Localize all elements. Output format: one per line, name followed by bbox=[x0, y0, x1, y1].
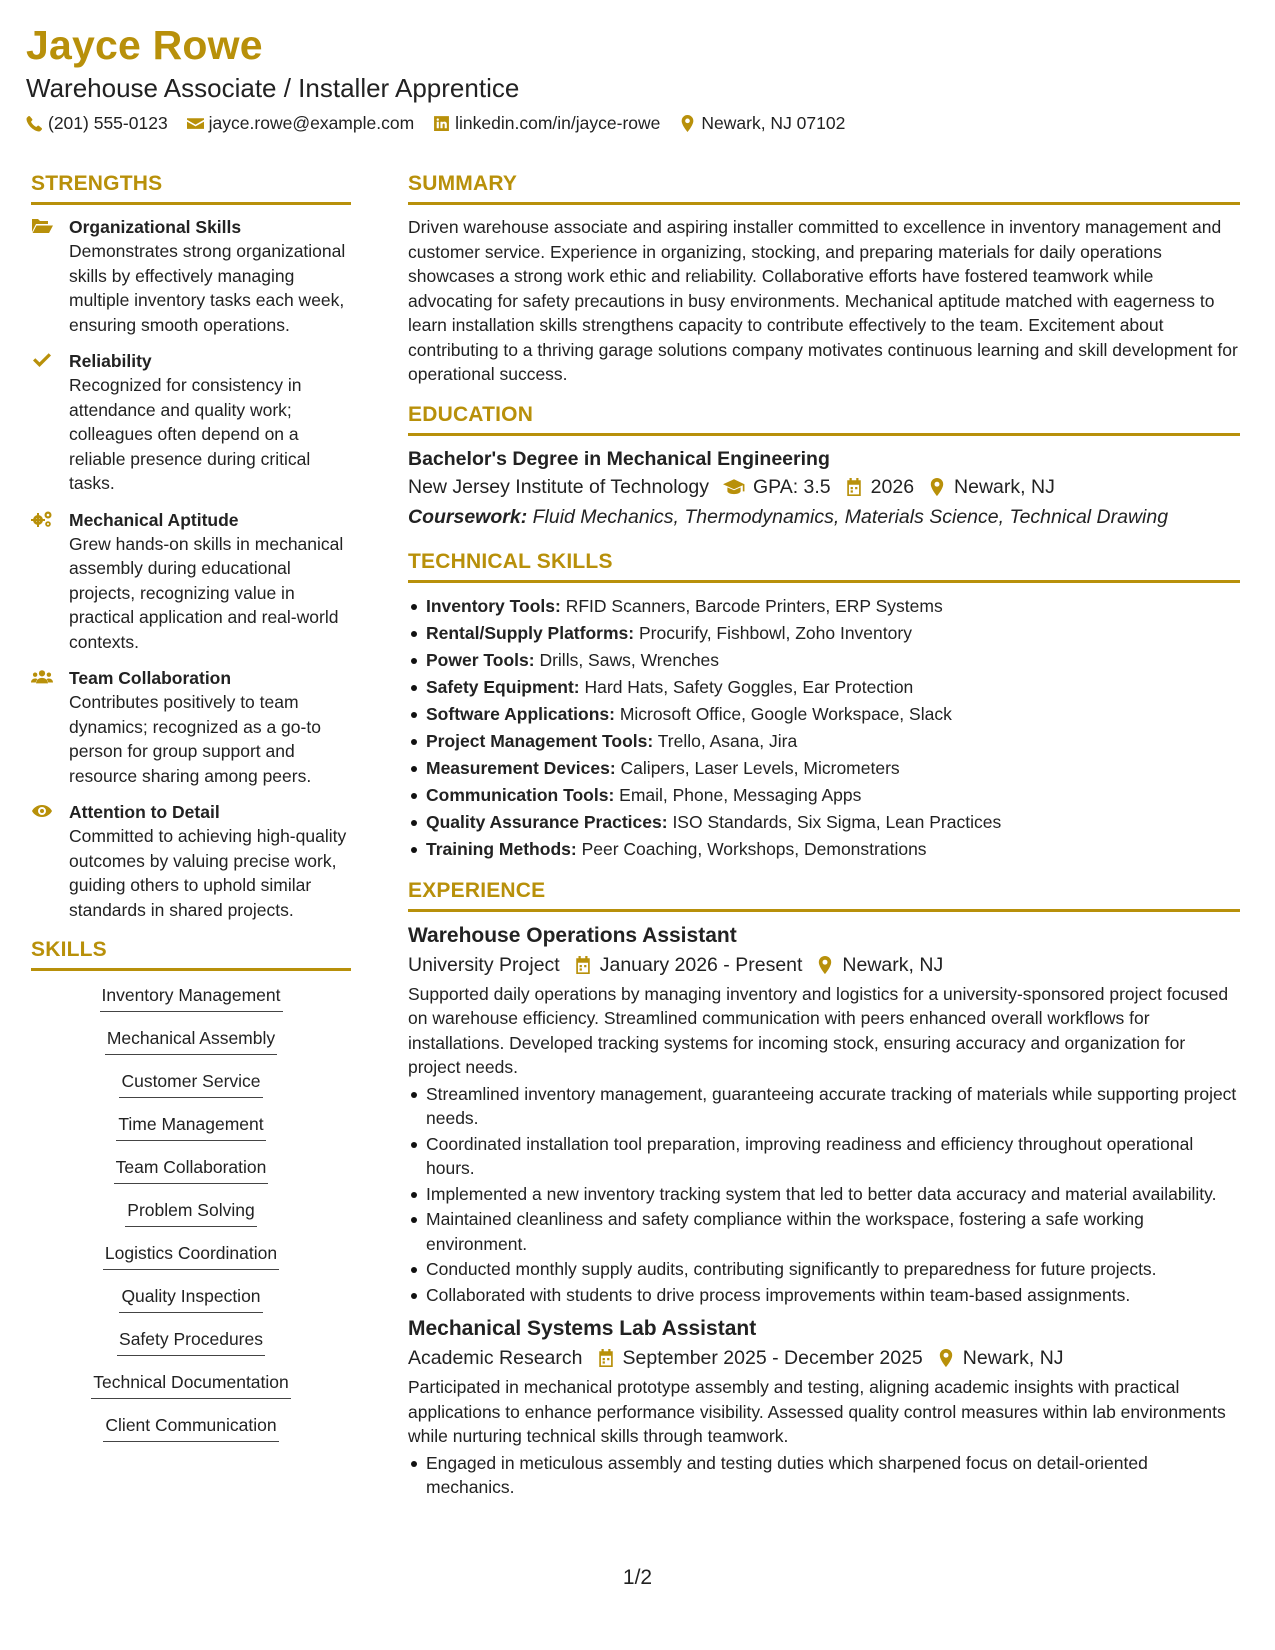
contact-bar bbox=[26, 113, 864, 134]
strength-item bbox=[31, 800, 351, 922]
gpa-item bbox=[723, 472, 831, 502]
map-pin-icon bbox=[928, 478, 946, 496]
tech-skill-label: Project Management Tools: bbox=[426, 730, 654, 751]
job-org: University Project bbox=[408, 953, 560, 976]
location-text: Newark, NJ 07102 bbox=[701, 113, 846, 133]
school-name: New Jersey Institute of Technology bbox=[408, 475, 709, 498]
contact-phone bbox=[26, 113, 168, 134]
strength-title: Reliability bbox=[69, 351, 152, 371]
job-bullets bbox=[408, 1451, 1240, 1500]
candidate-name: Jayce Rowe bbox=[26, 22, 263, 68]
gears-icon bbox=[31, 510, 53, 528]
tech-skill-label: Quality Assurance Practices: bbox=[426, 811, 668, 832]
education-meta bbox=[408, 472, 1240, 502]
graduation-cap-icon bbox=[723, 478, 745, 496]
skill-item: Time Management bbox=[116, 1110, 265, 1141]
strength-desc: Grew hands-on skills in mechanical assembly during educational projects, recognizing value in practical application and real-world contexts. bbox=[69, 533, 344, 652]
technical-skills-list bbox=[408, 593, 1240, 863]
tech-skill-value: RFID Scanners, Barcode Printers, ERP Systems bbox=[565, 595, 943, 616]
check-icon bbox=[31, 351, 53, 369]
job-description: Supported daily operations by managing inventory and logistics for a university-sponsored project focused on warehouse efficiency. Streamlined communication with peers enhanced overall workflows for installations. Developed tracking systems for incoming stock, ensuring accuracy and organization for project needs. bbox=[408, 983, 1229, 1077]
tech-skill-item bbox=[408, 674, 1240, 701]
strength-desc: Recognized for consistency in attendance and quality work; colleagues often depend on a reliable presence during critical tasks. bbox=[69, 375, 311, 493]
skill-item: Logistics Coordination bbox=[103, 1239, 279, 1270]
tech-skill-value: Drills, Saws, Wrenches bbox=[539, 649, 720, 670]
job-dates: January 2026 - Present bbox=[599, 953, 803, 976]
contact-location bbox=[679, 113, 845, 134]
strength-title: Team Collaboration bbox=[69, 668, 232, 688]
tech-skill-item bbox=[408, 728, 1240, 755]
candidate-role: Warehouse Associate / Installer Apprentice bbox=[26, 73, 520, 103]
technical-skills-heading: TECHNICAL SKILLS bbox=[408, 550, 1240, 583]
tech-skill-label: Inventory Tools: bbox=[426, 595, 561, 616]
tech-skill-item bbox=[408, 701, 1240, 728]
tech-skill-label: Communication Tools: bbox=[426, 784, 615, 805]
page-number: 1/2 bbox=[622, 1566, 653, 1589]
job-bullet: Conducted monthly supply audits, contributing significantly to preparedness for future projects. bbox=[408, 1257, 1240, 1282]
job-location: Newark, NJ bbox=[842, 953, 944, 976]
edu-location-item bbox=[928, 472, 1055, 502]
job-dates: September 2025 - December 2025 bbox=[622, 1347, 923, 1369]
job-meta bbox=[408, 1343, 1240, 1373]
skill-item: Technical Documentation bbox=[91, 1368, 291, 1399]
skill-item: Problem Solving bbox=[125, 1196, 256, 1227]
skill-item: Inventory Management bbox=[100, 981, 283, 1012]
tech-skill-value: ISO Standards, Six Sigma, Lean Practices bbox=[672, 811, 1002, 832]
education-heading: EDUCATION bbox=[408, 403, 1240, 436]
linkedin-text[interactable]: linkedin.com/in/jayce-rowe bbox=[455, 113, 661, 133]
tech-skill-item bbox=[408, 782, 1240, 809]
tech-skill-value: Procurify, Fishbowl, Zoho Inventory bbox=[638, 622, 912, 643]
map-pin-icon bbox=[937, 1349, 955, 1367]
job-entry bbox=[408, 922, 1240, 1308]
strength-item bbox=[31, 349, 351, 496]
tech-skill-value: Hard Hats, Safety Goggles, Ear Protection bbox=[584, 676, 914, 697]
skill-item: Quality Inspection bbox=[119, 1282, 262, 1313]
job-bullet: Streamlined inventory management, guaranteeing accurate tracking of materials while supporting project needs. bbox=[408, 1082, 1240, 1131]
job-org: Academic Research bbox=[408, 1347, 583, 1369]
tech-skill-label: Training Methods: bbox=[426, 838, 577, 859]
job-description: Participated in mechanical prototype assembly and testing, aligning academic insights with practical applications to enhance performance visibility. Assessed quality control measures within lab environments while nurturing technical skills through teamwork. bbox=[408, 1377, 1226, 1446]
contact-linkedin[interactable] bbox=[433, 113, 660, 134]
tech-skill-value: Email, Phone, Messaging Apps bbox=[619, 784, 862, 805]
strength-title: Attention to Detail bbox=[69, 802, 220, 822]
strengths-heading: STRENGTHS bbox=[31, 172, 351, 205]
tech-skill-value: Trello, Asana, Jira bbox=[657, 730, 798, 751]
job-bullet: Collaborated with students to drive process improvements within team-based assignments. bbox=[408, 1283, 1240, 1308]
left-column bbox=[31, 172, 351, 1454]
calendar-icon bbox=[574, 956, 592, 974]
year-text: 2026 bbox=[870, 475, 915, 498]
summary-heading: SUMMARY bbox=[408, 172, 1240, 205]
tech-skill-value: Calipers, Laser Levels, Micrometers bbox=[620, 757, 900, 778]
right-column bbox=[408, 172, 1240, 1501]
users-icon bbox=[31, 668, 53, 686]
job-bullet: Maintained cleanliness and safety compliance within the workspace, fostering a safe working environment. bbox=[408, 1207, 1240, 1256]
job-title: Mechanical Systems Lab Assistant bbox=[408, 1317, 757, 1340]
strength-desc: Contributes positively to team dynamics; recognized as a go-to person for group support and resource sharing among peers. bbox=[69, 692, 321, 786]
edu-location-text: Newark, NJ bbox=[954, 475, 1055, 498]
job-bullets bbox=[408, 1082, 1240, 1308]
tech-skill-item bbox=[408, 593, 1240, 620]
tech-skill-label: Software Applications: bbox=[426, 703, 615, 724]
skills-list bbox=[31, 981, 351, 1454]
envelope-icon bbox=[187, 115, 204, 132]
tech-skill-item bbox=[408, 755, 1240, 782]
linkedin-icon bbox=[433, 115, 450, 132]
coursework bbox=[408, 502, 1240, 532]
eye-icon bbox=[31, 802, 53, 820]
job-meta bbox=[408, 950, 1240, 980]
job-bullet: Implemented a new inventory tracking system that led to better data accuracy and material availability. bbox=[408, 1182, 1240, 1207]
job-dates-item bbox=[574, 950, 803, 980]
tech-skill-label: Power Tools: bbox=[426, 649, 535, 670]
tech-skill-value: Microsoft Office, Google Workspace, Slack bbox=[619, 703, 952, 724]
year-item bbox=[845, 472, 914, 502]
calendar-icon bbox=[845, 478, 863, 496]
strength-item bbox=[31, 215, 351, 337]
job-bullet: Coordinated installation tool preparation, improving readiness and efficiency throughout operational hours. bbox=[408, 1132, 1240, 1181]
tech-skill-item bbox=[408, 836, 1240, 863]
job-location: Newark, NJ bbox=[962, 1347, 1064, 1369]
coursework-text: Fluid Mechanics, Thermodynamics, Materials Science, Technical Drawing bbox=[532, 505, 1169, 528]
tech-skill-label: Rental/Supply Platforms: bbox=[426, 622, 635, 643]
map-pin-icon bbox=[679, 115, 696, 132]
tech-skill-label: Safety Equipment: bbox=[426, 676, 580, 697]
folder-open-icon bbox=[31, 217, 53, 235]
contact-email[interactable] bbox=[187, 113, 414, 134]
tech-skill-item bbox=[408, 809, 1240, 836]
tech-skill-label: Measurement Devices: bbox=[426, 757, 616, 778]
job-dates-item bbox=[597, 1343, 923, 1373]
summary-text: Driven warehouse associate and aspiring installer committed to excellence in inventory management and customer service. Experience in organizing, stocking, and preparing materials for daily operations showcases a strong work ethic and reliability. Collaborative efforts have fostered teamwork while advocating for safety precautions in busy environments. Mechanical aptitude matched with eagerness to learn installation skills strengthens capacity to contribute effectively to the team. Excitement about contributing to a thriving garage solutions company motivates continuous learning and skill development for operational success. bbox=[408, 217, 1238, 384]
degree-title: Bachelor's Degree in Mechanical Engineering bbox=[408, 447, 830, 470]
strength-desc: Committed to achieving high-quality outcomes by valuing precise work, guiding others to uphold similar standards in shared projects. bbox=[69, 826, 347, 920]
map-pin-icon bbox=[816, 956, 834, 974]
skill-item: Mechanical Assembly bbox=[105, 1024, 277, 1055]
strength-desc: Demonstrates strong organizational skills by effectively managing multiple inventory tasks each week, ensuring smooth operations. bbox=[69, 241, 346, 335]
coursework-label: Coursework: bbox=[408, 505, 528, 528]
skill-item: Client Communication bbox=[103, 1411, 278, 1442]
strength-title: Organizational Skills bbox=[69, 217, 242, 237]
tech-skill-item bbox=[408, 620, 1240, 647]
gpa-text: GPA: 3.5 bbox=[752, 475, 831, 498]
phone-icon bbox=[26, 115, 43, 132]
strength-title: Mechanical Aptitude bbox=[69, 509, 239, 530]
job-entry bbox=[408, 1315, 1240, 1500]
strength-item bbox=[31, 508, 351, 655]
tech-skill-value: Peer Coaching, Workshops, Demonstrations bbox=[581, 838, 927, 859]
job-bullet: Engaged in meticulous assembly and testing duties which sharpened focus on detail-oriented mechanics. bbox=[408, 1451, 1240, 1500]
skill-item: Safety Procedures bbox=[117, 1325, 265, 1356]
email-text[interactable]: jayce.rowe@example.com bbox=[208, 113, 415, 133]
strength-item bbox=[31, 666, 351, 788]
job-location-item bbox=[816, 950, 943, 980]
phone-text: (201) 555-0123 bbox=[48, 113, 168, 133]
job-title: Warehouse Operations Assistant bbox=[408, 923, 737, 947]
skill-item: Team Collaboration bbox=[114, 1153, 269, 1184]
skills-heading: SKILLS bbox=[31, 938, 351, 971]
tech-skill-item bbox=[408, 647, 1240, 674]
job-location-item bbox=[937, 1343, 1064, 1373]
calendar-icon bbox=[597, 1349, 615, 1367]
skill-item: Customer Service bbox=[119, 1067, 262, 1098]
experience-heading: EXPERIENCE bbox=[408, 879, 1240, 912]
